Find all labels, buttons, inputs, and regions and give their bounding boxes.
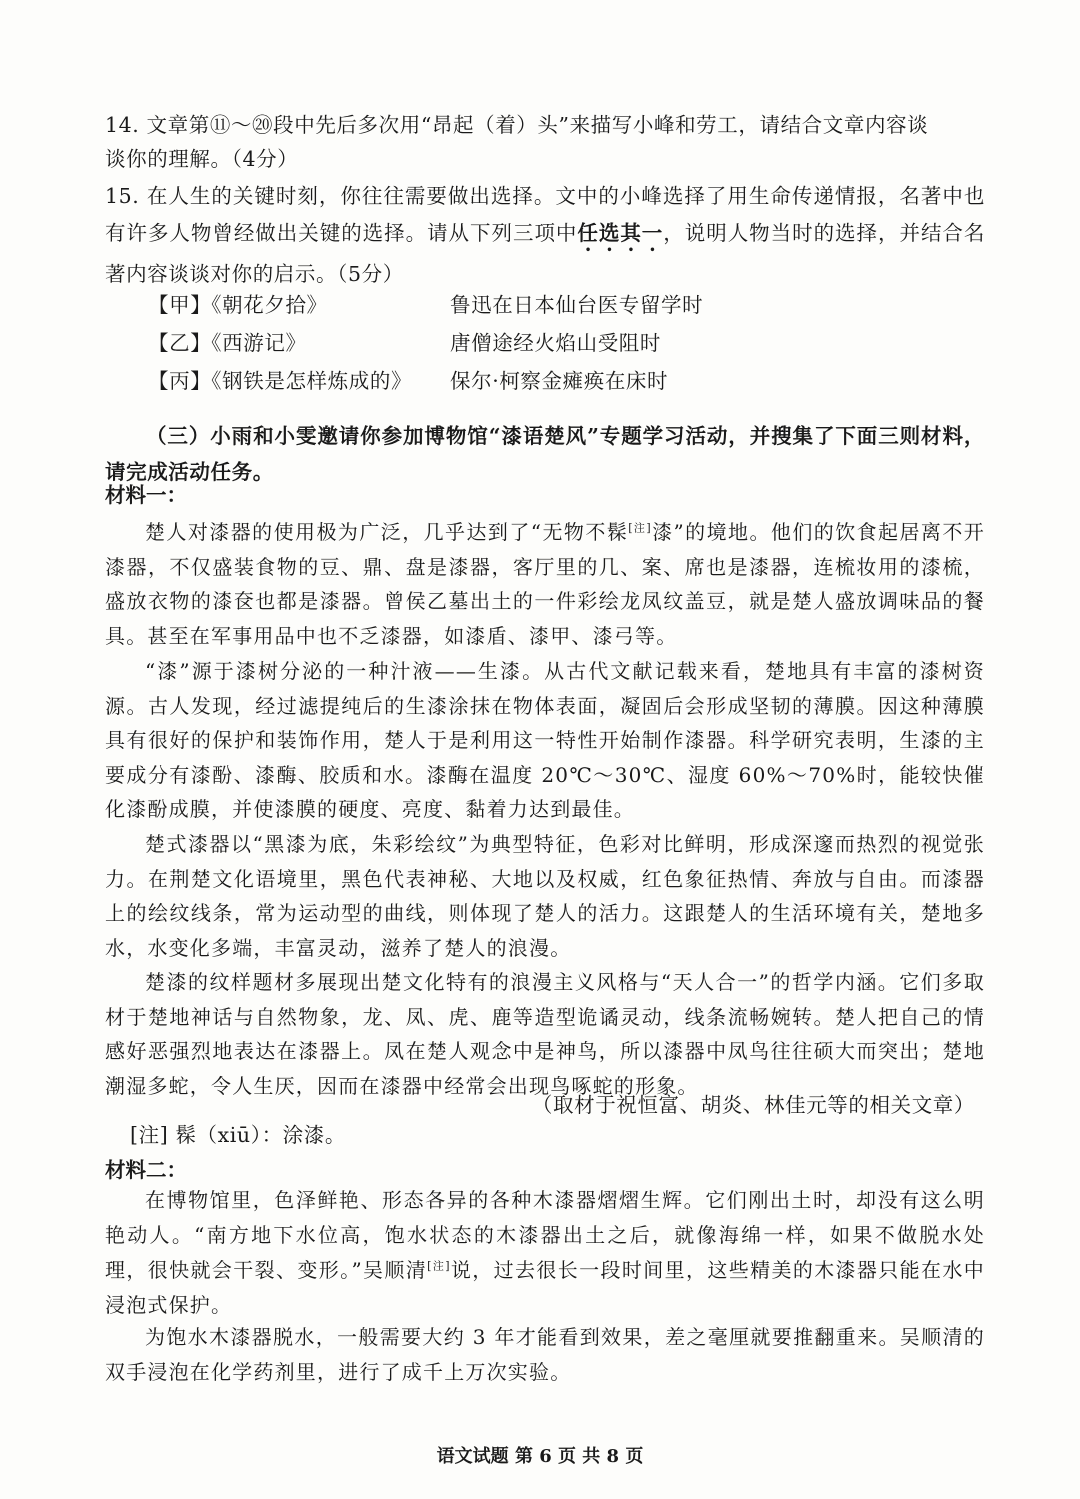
option-yi-scene: 唐僧途经火焰山受阻时 xyxy=(450,331,661,355)
footnote-marker: [注] xyxy=(628,521,652,535)
page-footer: 语文试题 第 6 页 共 8 页 xyxy=(436,1446,644,1467)
material-2-paragraph-1 xyxy=(105,1183,985,1323)
question-15-text-a: 15. 在人生的关键时刻，你往往需要做出选择。文中的小峰选择了用生命传递情报，名著中也有许多人物曾经做出关键的选择。请从下列三项中 xyxy=(105,184,985,245)
question-14 xyxy=(105,108,985,176)
question-15-emphasis: 任选其一 xyxy=(577,221,664,245)
material-1-paragraph-3: 楚式漆器以“黑漆为底，朱彩绘纹”为典型特征，色彩对比鲜明，形成深邃而热烈的视觉张力。在荆楚文化语境里，黑色代表神秘、大地以及权威，红色象征热情、奔放与自由。而漆器上的绘纹线条，常为运动型的曲线，则体现了楚人的活力。这跟楚人的生活环境有关，楚地多水，水变化多端，丰富灵动，滋养了楚人的浪漫。 xyxy=(105,832,985,960)
question-15-text-b: ，说明人物当时的选择，并结合名著内容谈谈对你的启示。（5分） xyxy=(105,221,985,286)
material-1-p1-text-b: 漆”的境地。他们的饮食起居离不开漆器，不仅盛装食物的豆、鼎、盘是漆器，客厅里的几、案、席也是漆器，连梳妆用的漆梳，盛放衣物的漆奁也都是漆器。曾侯乙墓出土的一件彩绘龙凤纹盖豆，就是楚人盛放调味品的餐具。甚至在军事用品中也不乏漆器，如漆盾、漆甲、漆弓等。 xyxy=(105,520,985,648)
question-14-line2: 谈你的理解。（4分） xyxy=(105,147,299,171)
material-2-paragraph-2: 为饱水木漆器脱水，一般需要大约 3 年才能看到效果，差之毫厘就要推翻重来。吴顺清的双手浸泡在化学药剂里，进行了成千上万次实验。 xyxy=(105,1325,985,1384)
option-yi-book: 【乙】《西游记》 xyxy=(148,331,307,355)
material-2-label: 材料二： xyxy=(105,1158,187,1182)
option-jia-scene: 鲁迅在日本仙台医专留学时 xyxy=(450,293,704,317)
question-14-line1: 14. 文章第⑪～⑳段中先后多次用“昂起（着）头”来描写小峰和劳工，请结合文章内容谈 xyxy=(105,113,929,137)
option-bing-scene: 保尔·柯察金瘫痪在床时 xyxy=(450,369,669,393)
option-jia-book: 【甲】《朝花夕拾》 xyxy=(148,293,328,317)
material-1-paragraph-4: 楚漆的纹样题材多展现出楚文化特有的浪漫主义风格与“天人合一”的哲学内涵。它们多取材于楚地神话与自然物象，龙、凤、虎、鹿等造型诡谲灵动，线条流畅婉转。楚人把自己的情感好恶强烈地表达在漆器上。凤在楚人观念中是神鸟，所以漆器中凤鸟往往硕大而突出；楚地潮湿多蛇，令人生厌，因而在漆器中经常会出现鸟啄蛇的形象。 xyxy=(105,970,985,1098)
material-1-note: [注] 髹（xiū）：涂漆。 xyxy=(130,1123,346,1147)
material-1-paragraph-2: “漆”源于漆树分泌的一种汁液——生漆。从古代文献记载来看，楚地具有丰富的漆树资源。古人发现，经过滤提纯后的生漆涂抹在物体表面，凝固后会形成坚韧的薄膜。因这种薄膜具有很好的保护和装饰作用，楚人于是利用这一特性开始制作漆器。科学研究表明，生漆的主要成分有漆酚、漆酶、胶质和水。漆酶在温度 20℃～30℃、湿度 60%～70%时，能较快催化漆酚成膜，并使漆膜的硬度、亮度、黏着力达到最佳。 xyxy=(105,659,985,821)
option-bing-book: 【丙】《钢铁是怎样炼成的》 xyxy=(148,369,413,393)
material-1-p1-text-a: 楚人对漆器的使用极为广泛，几乎达到了“无物不髹 xyxy=(145,520,629,544)
material-2-p1-text-a: 在博物馆里，色泽鲜艳、形态各异的各种木漆器熠熠生辉。它们刚出土时，却没有这么明艳动人。“南方地下水位高，饱水状态的木漆器出土之后，就像海绵一样，如果不做脱水处理，很快就会干裂、变形。”吴顺清 xyxy=(105,1188,985,1282)
material-1-paragraph-1 xyxy=(105,515,985,653)
footnote-marker: [注] xyxy=(427,1259,451,1273)
material-1-label: 材料一： xyxy=(105,483,187,507)
material-2-p1-text-b: 说，过去很长一段时间里，这些精美的木漆器只能在水中浸泡式保护。 xyxy=(105,1258,985,1317)
question-15 xyxy=(105,178,985,293)
material-1-source: （取材于祝恒富、胡炎、林佳元等的相关文章） xyxy=(531,1093,975,1117)
section-3-intro: （三）小雨和小雯邀请你参加博物馆“漆语楚风”专题学习活动，并搜集了下面三则材料，请完成活动任务。 xyxy=(105,424,985,484)
